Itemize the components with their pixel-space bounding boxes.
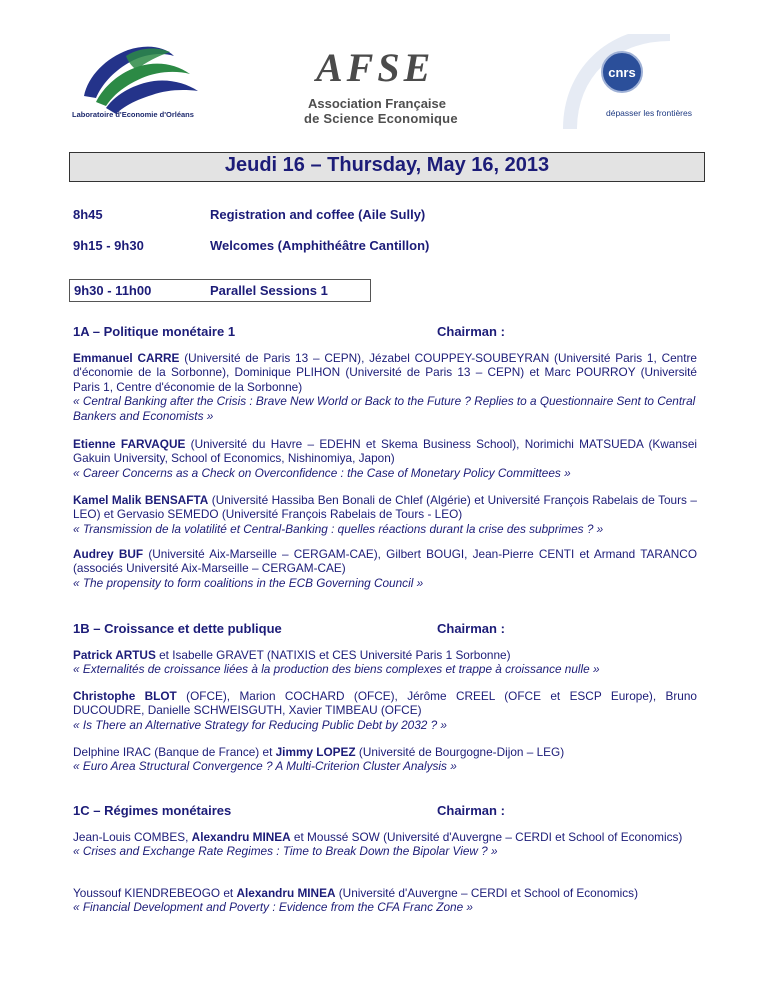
cnrs-logo-graphic xyxy=(560,34,720,134)
co-authors: (Université d'Auvergne – CERDI et School of Economics) xyxy=(335,886,639,900)
paper-entry xyxy=(73,689,697,732)
co-authors: et Moussé SOW (Université d'Auvergne – CERDI et School of Economics) xyxy=(290,830,683,844)
schedule-desc: Parallel Sessions 1 xyxy=(210,283,328,298)
cnrs-logo-caption: dépasser les frontières xyxy=(606,108,692,118)
parallel-sessions-box xyxy=(69,279,371,302)
title-box xyxy=(69,152,705,182)
co-authors: Delphine IRAC (Banque de France) et xyxy=(73,745,276,759)
schedule-time: 9h15 - 9h30 xyxy=(73,238,144,253)
paper-title: « Career Concerns as a Check on Overconfidence : the Case of Monetary Policy Committees » xyxy=(73,465,571,480)
paper-entry xyxy=(73,886,697,915)
co-authors: (Université de Paris 13 – CEPN), Jézabel COUPPEY-SOUBEYRAN (Université Paris 1, Centre d'économie de la Sorbonne), Dominique PLIHON (Université de Paris 13 – CEPN) et Marc POURROY (Université Paris 1, Centre d'économie de la Sorbonne) xyxy=(73,351,697,394)
schedule-time: 9h30 - 11h00 xyxy=(74,283,152,298)
co-authors: (OFCE), Marion COCHARD (OFCE), Jérôme CREEL (OFCE et ESCP Europe), Bruno DUCOUDRE, Danielle SCHWEISGUTH, Xavier TIMBEAU (OFCE) xyxy=(73,689,697,718)
afse-logo-line1: Association Française xyxy=(308,96,446,111)
paper-title: « Is There an Alternative Strategy for Reducing Public Debt by 2032 ? » xyxy=(73,717,447,732)
session-chairman: Chairman : xyxy=(437,621,505,636)
paper-title: « Central Banking after the Crisis : Brave New World or Back to the Future ? Replies to a Questionnaire Sent to Central Bankers and Economists » xyxy=(73,394,696,423)
presenting-author: Etienne FARVAQUE xyxy=(73,437,186,451)
co-authors: Youssouf KIENDREBEOGO et xyxy=(73,886,237,900)
co-authors: Jean-Louis COMBES, xyxy=(73,830,192,844)
paper-entry xyxy=(73,648,697,677)
page-title: Jeudi 16 – Thursday, May 16, 2013 xyxy=(224,154,550,176)
paper-entry xyxy=(73,745,697,774)
session-heading: 1B – Croissance et dette publique xyxy=(73,621,282,636)
presenting-author: Kamel Malik BENSAFTA xyxy=(73,493,209,507)
schedule-desc: Welcomes (Amphithéâtre Cantillon) xyxy=(210,238,430,253)
paper-title: « The propensity to form coalitions in the ECB Governing Council » xyxy=(73,575,424,590)
co-authors: (Université Hassiba Ben Bonali de Chlef (Algérie) et Université François Rabelais de Tours – LEO) et Gervasio SEMEDO (Université François Rabelais de Tours - LEO) xyxy=(73,493,697,522)
paper-title: « Transmission de la volatilité et Central-Banking : quelles réactions durant la crise des subprimes ? » xyxy=(73,521,604,536)
presenting-author: Alexandru MINEA xyxy=(191,830,291,844)
paper-entry xyxy=(73,547,697,590)
presenting-author: Jimmy LOPEZ xyxy=(275,745,356,759)
presenting-author: Alexandru MINEA xyxy=(236,886,336,900)
leo-logo-caption: Laboratoire d'Economie d'Orléans xyxy=(72,110,194,119)
paper-title: « Crises and Exchange Rate Regimes : Time to Break Down the Bipolar View ? » xyxy=(73,844,498,859)
presenting-author: Patrick ARTUS xyxy=(73,648,156,662)
paper-title: « Externalités de croissance liées à la production des biens complexes et trappe à croissance nulle » xyxy=(73,662,600,677)
presenting-author: Emmanuel CARRE xyxy=(73,351,180,365)
paper-title: « Euro Area Structural Convergence ? A Multi-Criterion Cluster Analysis » xyxy=(73,759,457,774)
paper-entry xyxy=(73,830,697,859)
paper-entry xyxy=(73,493,697,536)
paper-entry xyxy=(73,351,697,423)
co-authors: (Université Aix-Marseille – CERGAM-CAE), Gilbert BOUGI, Jean-Pierre CENTI et Armand TARANCO (associés Université Aix-Marseille – CERGAM-CAE) xyxy=(73,547,697,576)
cnrs-logo-wordmark: cnrs xyxy=(608,65,636,80)
session-heading: 1C – Régimes monétaires xyxy=(73,803,232,818)
session-chairman: Chairman : xyxy=(437,803,505,818)
paper-entry xyxy=(73,437,697,480)
presenting-author: Christophe BLOT xyxy=(73,689,177,703)
co-authors: (Université de Bourgogne-Dijon – LEG) xyxy=(355,745,565,759)
session-chairman: Chairman : xyxy=(437,324,505,339)
session-heading: 1A – Politique monétaire 1 xyxy=(73,324,236,339)
schedule-desc: Registration and coffee (Aile Sully) xyxy=(210,207,426,222)
co-authors: (Université du Havre – EDEHN et Skema Business School), Norimichi MATSUEDA (Kwansei Gakuin University, School of Economics, Nishinomiya, Japon) xyxy=(73,437,698,466)
afse-logo-wordmark: AFSE xyxy=(316,45,435,90)
afse-logo-line2: de Science Economique xyxy=(304,111,458,126)
co-authors: et Isabelle GRAVET (NATIXIS et CES Université Paris 1 Sorbonne) xyxy=(155,648,511,662)
schedule-time: 8h45 xyxy=(73,207,103,222)
paper-title: « Financial Development and Poverty : Evidence from the CFA Franc Zone » xyxy=(73,900,473,915)
presenting-author: Audrey BUF xyxy=(73,547,144,561)
